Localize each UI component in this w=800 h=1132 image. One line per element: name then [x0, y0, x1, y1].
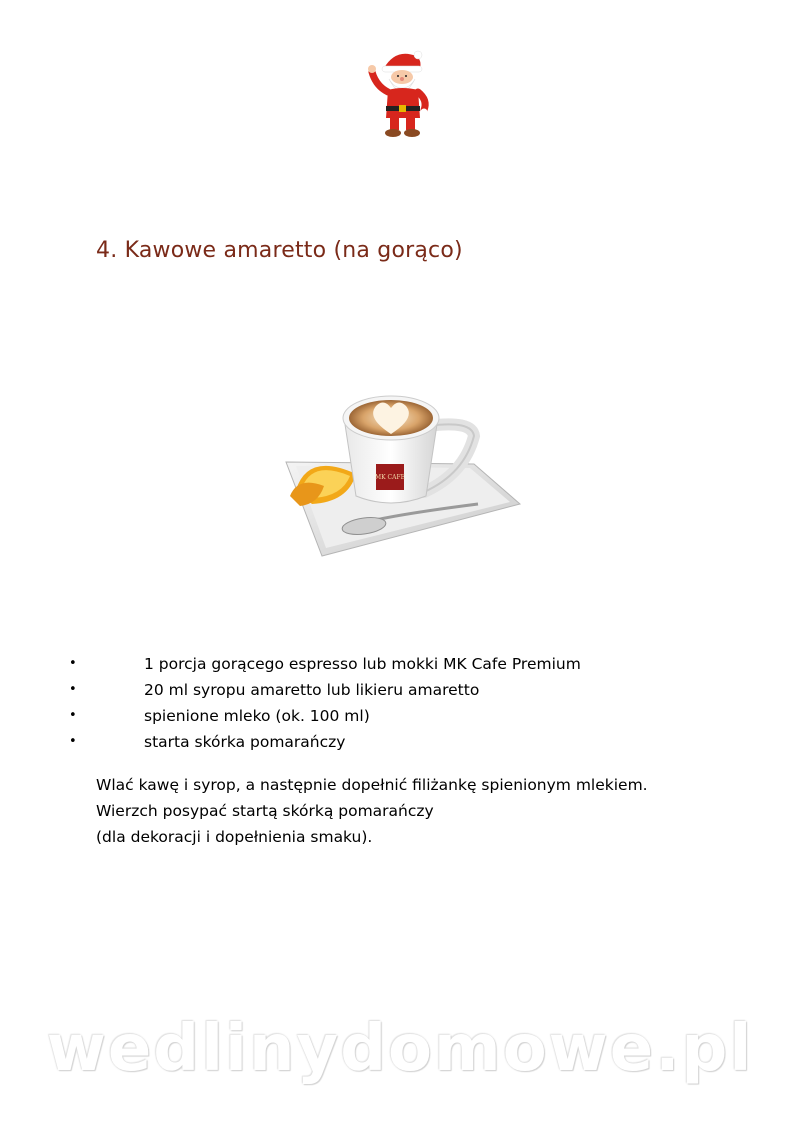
ingredient-text: spienione mleko (ok. 100 ml) — [144, 707, 370, 725]
instructions-line: Wierzch posypać startą skórką pomarańczy — [96, 802, 434, 820]
bullet: • — [69, 656, 77, 671]
recipe-title: 4. Kawowe amaretto (na gorąco) — [96, 238, 463, 263]
list-item — [60, 729, 581, 755]
ingredients-list — [60, 651, 581, 755]
cup-brand-label: MK CAFE — [375, 474, 405, 481]
watermark: wedlinydomowe.pl — [46, 1012, 754, 1086]
list-item — [60, 651, 581, 677]
santa-claus-icon — [362, 46, 436, 140]
coffee-cup-photo — [278, 378, 526, 564]
ingredient-text: 1 porcja gorącego espresso lub mokki MK Cafe Premium — [144, 655, 581, 673]
list-item — [60, 703, 581, 729]
instructions-paragraph — [96, 772, 648, 850]
bullet: • — [69, 708, 77, 723]
ingredient-text: starta skórka pomarańczy — [144, 733, 346, 751]
instructions-line: Wlać kawę i syrop, a następnie dopełnić filiżankę spienionym mlekiem. — [96, 776, 648, 794]
instructions-line: (dla dekoracji i dopełnienia smaku). — [96, 828, 373, 846]
bullet: • — [69, 734, 77, 749]
bullet: • — [69, 682, 77, 697]
ingredient-text: 20 ml syropu amaretto lub likieru amaretto — [144, 681, 480, 699]
list-item — [60, 677, 581, 703]
